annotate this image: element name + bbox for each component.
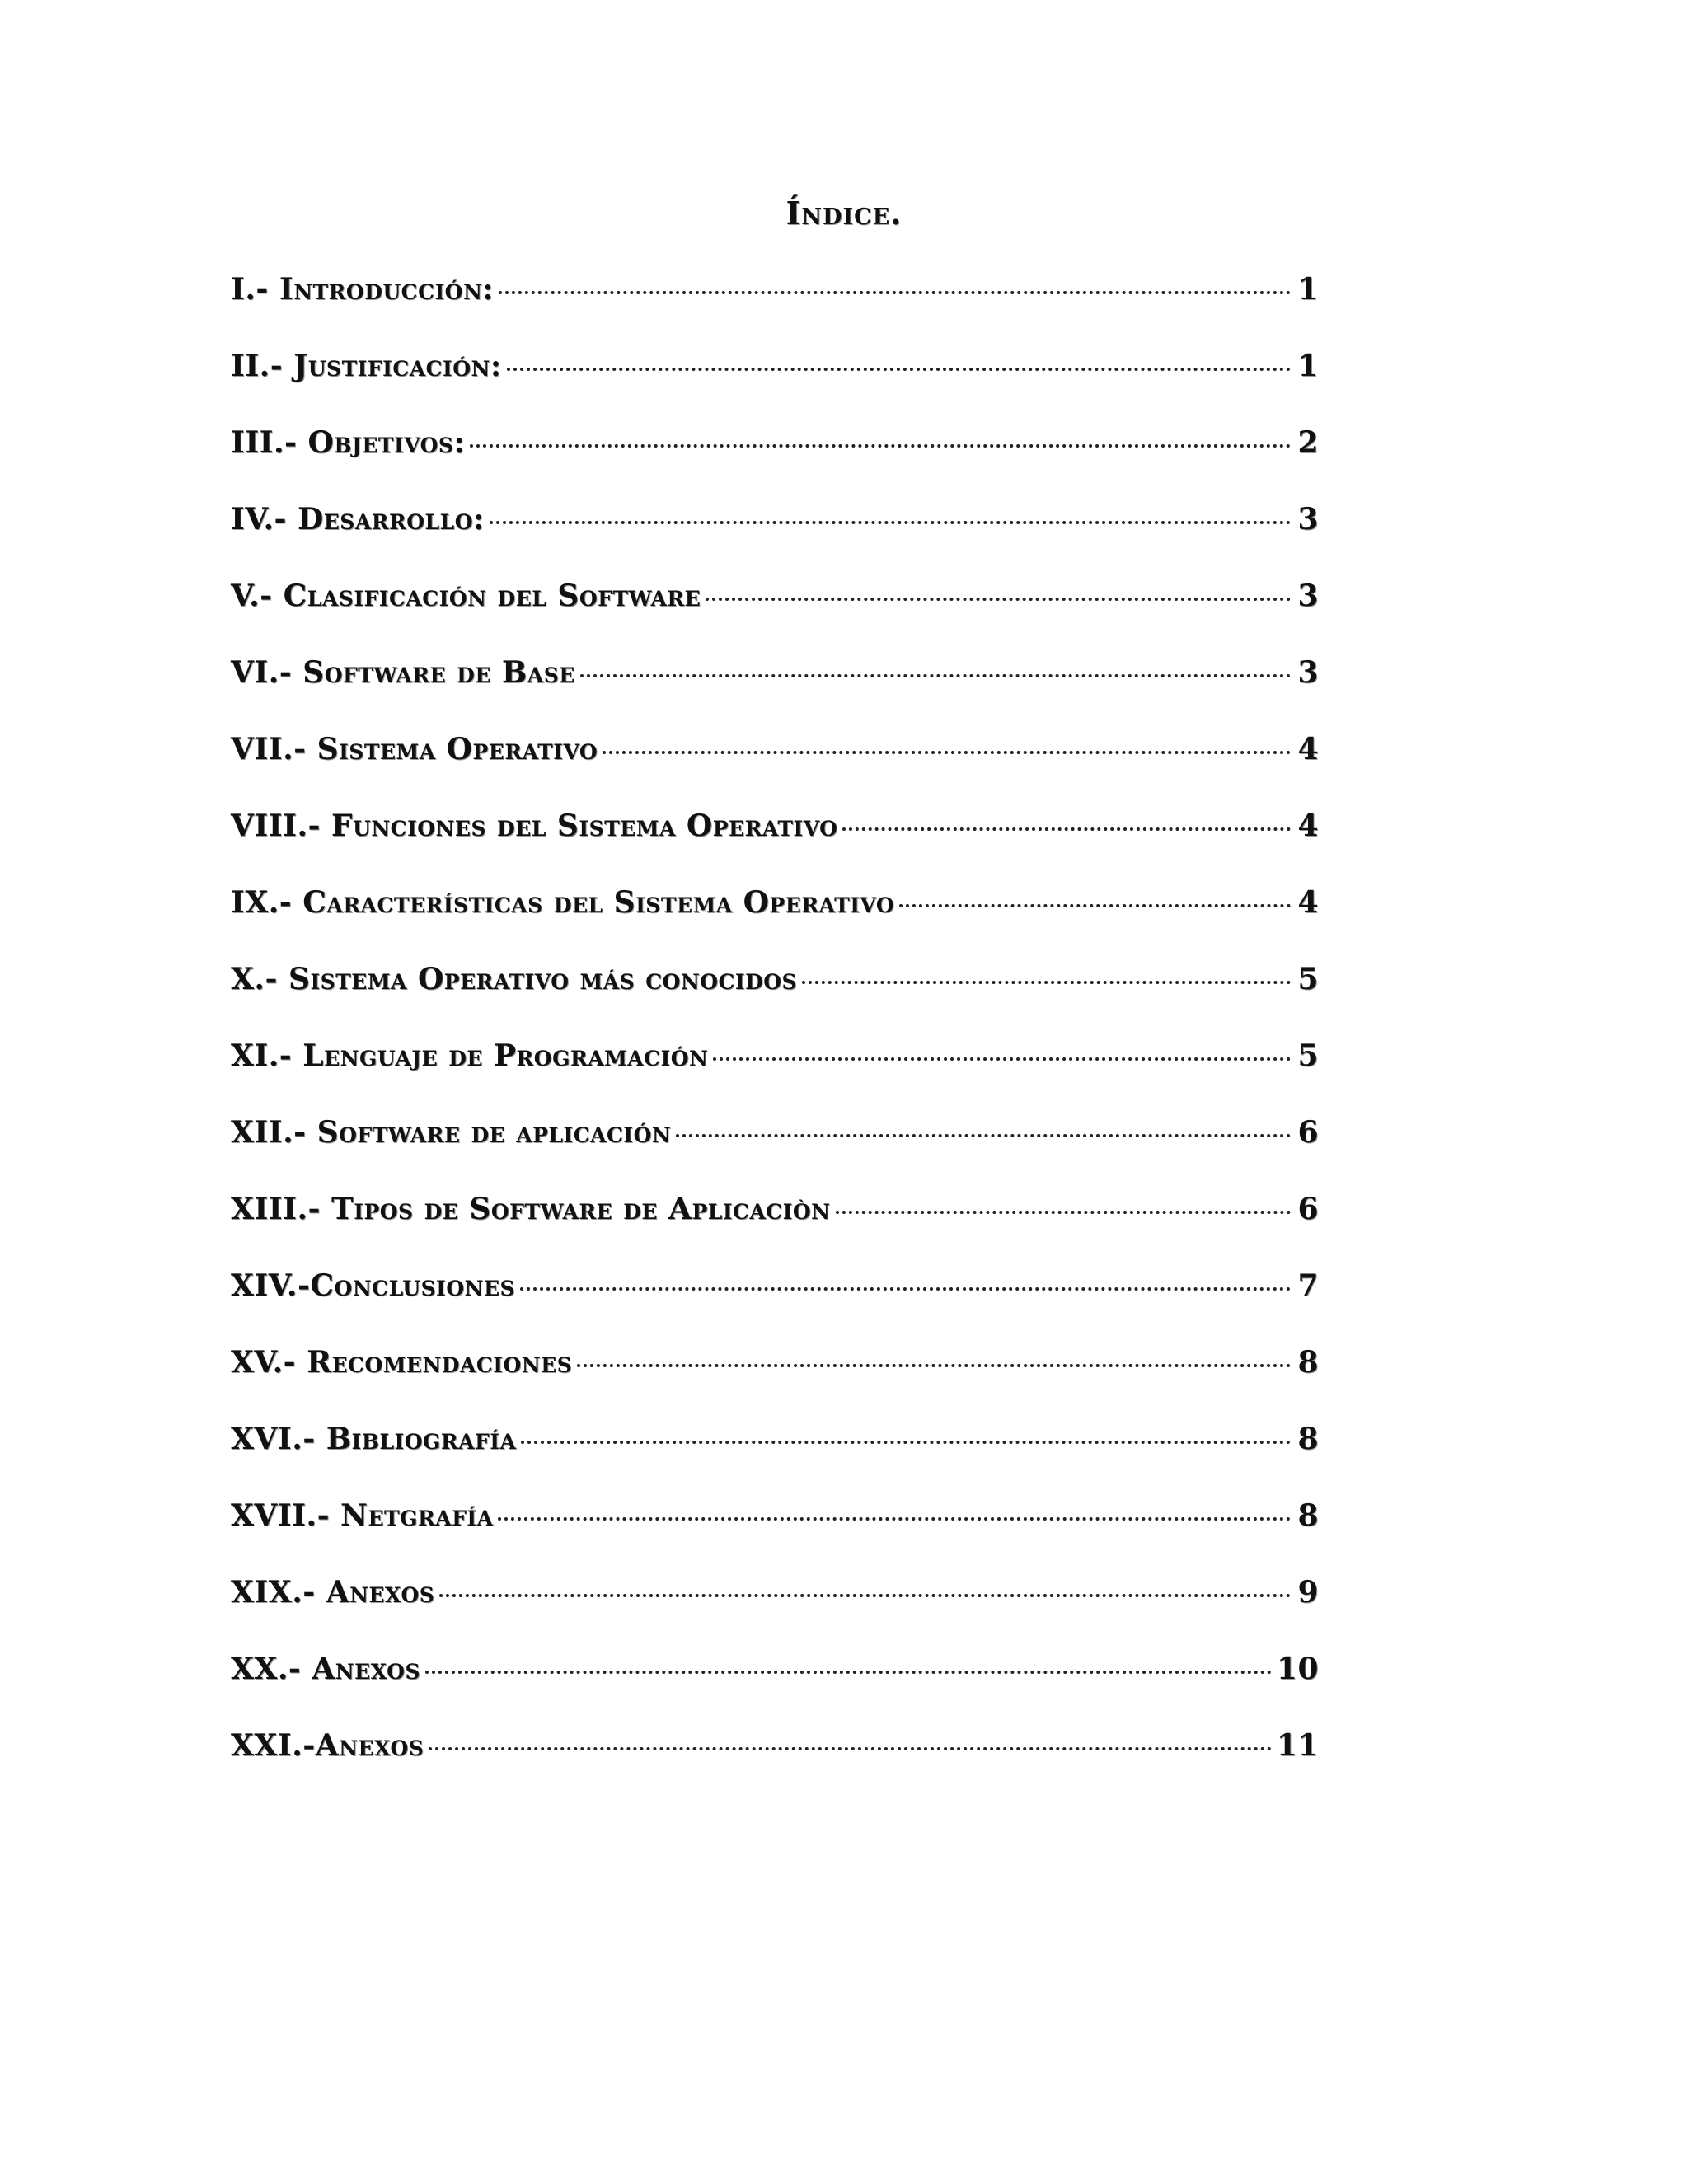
page-title: Índice.	[785, 194, 903, 232]
toc-entry	[231, 732, 1319, 808]
toc-entry-label: XII.- Software de aplicación	[231, 1115, 672, 1150]
toc-entry	[231, 272, 1319, 349]
toc-entry	[231, 1652, 1319, 1728]
toc-entry-page: 3	[1297, 655, 1319, 690]
toc-entry	[231, 579, 1319, 655]
toc-entry-page: 5	[1297, 962, 1319, 996]
toc-entry-page: 10	[1276, 1652, 1319, 1686]
toc-entry	[231, 502, 1319, 579]
toc-entry	[231, 1192, 1319, 1268]
toc-entry	[231, 1422, 1319, 1498]
dot-leader	[713, 1057, 1291, 1061]
toc-entry-label: XI.- Lenguaje de Programación	[231, 1038, 709, 1073]
toc-entry	[231, 808, 1319, 885]
dot-leader	[842, 827, 1291, 831]
toc-entry-label: II.- Justificación:	[231, 349, 502, 383]
toc-entry	[231, 1345, 1319, 1422]
toc-entry	[231, 885, 1319, 962]
dot-leader	[577, 1364, 1291, 1367]
toc-entry-page: 8	[1297, 1422, 1319, 1456]
toc-entry-label: IV.- Desarrollo:	[231, 502, 485, 537]
toc-entry-page: 2	[1297, 425, 1319, 460]
toc-entry-page: 1	[1297, 272, 1319, 307]
dot-leader	[429, 1747, 1272, 1750]
toc-entry-page: 4	[1297, 732, 1319, 766]
toc-entry-page: 4	[1297, 885, 1319, 920]
toc-entry-label: XX.- Anexos	[231, 1652, 420, 1686]
toc-entry-page: 5	[1297, 1038, 1319, 1073]
dot-leader	[899, 904, 1291, 907]
toc-entry-page: 6	[1297, 1115, 1319, 1150]
toc-entry-page: 3	[1297, 502, 1319, 537]
table-of-contents	[231, 272, 1319, 1805]
toc-entry-label: XIX.- Anexos	[231, 1575, 435, 1610]
dot-leader	[836, 1211, 1291, 1214]
toc-entry-page: 11	[1276, 1728, 1319, 1763]
toc-entry	[231, 1115, 1319, 1192]
toc-entry-label: XIV.-Conclusiones	[231, 1268, 516, 1303]
toc-entry	[231, 1268, 1319, 1345]
dot-leader	[490, 521, 1291, 524]
toc-entry-page: 6	[1297, 1192, 1319, 1226]
toc-entry	[231, 962, 1319, 1038]
dot-leader	[603, 751, 1291, 754]
toc-entry-label: VI.- Software de Base	[231, 655, 575, 690]
toc-entry-label: V.- Clasificación del Software	[231, 579, 701, 613]
toc-entry-page: 8	[1297, 1498, 1319, 1533]
dot-leader	[425, 1671, 1272, 1674]
dot-leader	[499, 291, 1291, 294]
toc-entry-label: X.- Sistema Operativo más conocidos	[231, 962, 798, 996]
toc-entry-page: 4	[1297, 808, 1319, 843]
toc-entry	[231, 655, 1319, 732]
toc-entry-page: 8	[1297, 1345, 1319, 1380]
dot-leader	[439, 1594, 1291, 1597]
toc-entry-label: XIII.- Tipos de Software de Aplicaciòn	[231, 1192, 831, 1226]
toc-entry-label: VIII.- Funciones del Sistema Operativo	[231, 808, 838, 843]
dot-leader	[498, 1517, 1291, 1521]
dot-leader	[802, 981, 1291, 984]
toc-entry-label: XVII.- Netgrafía	[231, 1498, 494, 1533]
toc-entry-label: XVI.- Bibliografía	[231, 1422, 517, 1456]
toc-entry-label: I.- Introducción:	[231, 272, 495, 307]
dot-leader	[676, 1134, 1291, 1137]
dot-leader	[470, 444, 1291, 448]
toc-entry-label: IX.- Características del Sistema Operativo	[231, 885, 895, 920]
toc-entry-label: III.- Objetivos:	[231, 425, 466, 460]
dot-leader	[706, 598, 1291, 601]
dot-leader	[580, 674, 1291, 677]
toc-entry-label: XV.- Recomendaciones	[231, 1345, 573, 1380]
toc-entry-label: XXI.-Anexos	[231, 1728, 424, 1763]
dot-leader	[521, 1441, 1291, 1444]
toc-entry-page: 3	[1297, 579, 1319, 613]
toc-entry	[231, 1038, 1319, 1115]
toc-entry	[231, 349, 1319, 425]
toc-entry-label: VII.- Sistema Operativo	[231, 732, 598, 766]
toc-entry	[231, 1498, 1319, 1575]
toc-entry-page: 9	[1297, 1575, 1319, 1610]
toc-entry-page: 7	[1297, 1268, 1319, 1303]
toc-entry	[231, 1728, 1319, 1805]
toc-entry	[231, 1575, 1319, 1652]
dot-leader	[520, 1287, 1291, 1291]
toc-entry	[231, 425, 1319, 502]
dot-leader	[507, 368, 1291, 371]
toc-entry-page: 1	[1297, 349, 1319, 383]
